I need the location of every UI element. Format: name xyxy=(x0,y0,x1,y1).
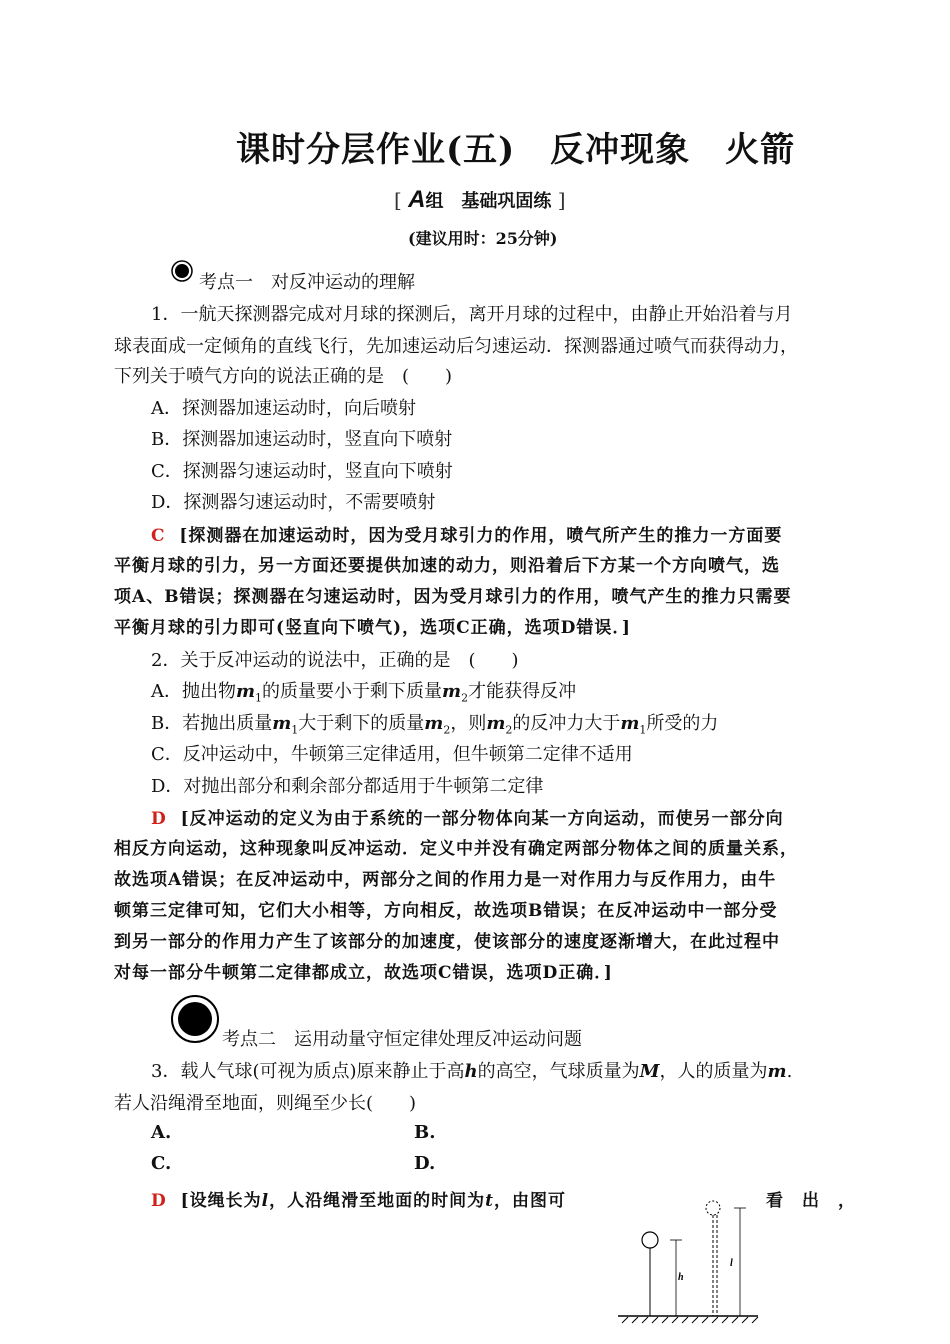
q2-option-d: D．对抛出部分和剩余部分都适用于牛顿第二定律 xyxy=(151,776,544,797)
q1-option-b: B．探测器加速运动时，竖直向下喷射 xyxy=(151,429,453,450)
q2-answer: D xyxy=(151,809,167,829)
q3-option-d: D. xyxy=(414,1153,436,1174)
group-letter: A xyxy=(408,186,426,213)
q1-explanation-line: 平衡月球的引力，另一方面还要提供加速的动力，则沿着后下方某一个方向喷气，选 xyxy=(114,556,780,576)
ground-hatching xyxy=(622,1317,758,1323)
group-label xyxy=(394,186,566,214)
balloon-rope-figure xyxy=(618,1196,764,1324)
q1-answer: C xyxy=(151,526,166,546)
h-label: h xyxy=(678,1272,684,1283)
text: 的质量要小于剩下质量 xyxy=(262,681,443,702)
subscript: 2 xyxy=(443,723,451,737)
q3-stem-line: 若人沿绳滑至地面，则绳至少长( ) xyxy=(114,1093,417,1114)
var-m: m xyxy=(486,713,506,734)
var-m: m xyxy=(620,713,640,734)
q1-option-a: A．探测器加速运动时，向后喷射 xyxy=(151,398,416,419)
q1-line: 球表面成一定倾角的直线飞行，先加速运动后匀速运动．探测器通过喷气而获得动力， xyxy=(114,336,798,357)
left-bracket: [ xyxy=(394,188,402,212)
section1-heading: 考点一 对反冲运动的理解 xyxy=(199,272,415,293)
text: . xyxy=(786,1061,793,1082)
q2-option-c: C．反冲运动中，牛顿第三定律适用，但牛顿第二定律不适用 xyxy=(151,744,633,765)
q1-explanation-line: 平衡月球的引力即可(竖直向下喷气)，选项C正确，选项D错误．] xyxy=(114,618,631,638)
var-t: t xyxy=(485,1191,494,1211)
q1-line: 1．一航天探测器完成对月球的探测后，离开月球的过程中，由静止开始沿着与月 xyxy=(151,304,793,325)
q3-answer: D xyxy=(151,1191,167,1211)
var-l: l xyxy=(261,1191,270,1211)
q2-explanation-line: 顿第三定律可知，它们大小相等，方向相反，故选项B错误；在反冲运动中一部分受 xyxy=(114,901,778,921)
q3-explanation-tail: 看 出 ， xyxy=(766,1191,856,1211)
q1-explanation-line xyxy=(151,521,782,546)
subscript: 1 xyxy=(639,723,647,737)
q2-explanation-line: 对每一部分牛顿第二定律都成立，故选项C错误，选项D正确．] xyxy=(114,963,613,983)
l-label: l xyxy=(730,1258,733,1269)
q2-explanation-line: 故选项A错误；在反冲运动中，两部分之间的作用力是一对作用力与反作用力，由牛 xyxy=(114,870,777,890)
text: ，人沿绳滑至地面的时间为 xyxy=(269,1191,486,1211)
group-text: 组 基础巩固练 xyxy=(425,191,552,212)
q1-option-d: D．探测器匀速运动时，不需要喷射 xyxy=(151,492,436,513)
page-title: 课时分层作业(五) 反冲现象 火箭 xyxy=(236,130,796,170)
text: A．抛出物 xyxy=(151,681,236,702)
text: 大于剩下的质量 xyxy=(298,713,425,734)
text: [设绳长为 xyxy=(180,1191,262,1211)
subscript: 1 xyxy=(291,723,299,737)
suggested-time: (建议用时：25分钟) xyxy=(408,229,558,248)
q1-option-c: C．探测器匀速运动时，竖直向下喷射 xyxy=(151,461,453,482)
q2-explanation-line: 到另一部分的作用力产生了该部分的加速度，使该部分的速度逐渐增大，在此过程中 xyxy=(114,932,780,952)
right-bracket: ] xyxy=(557,188,566,212)
text: ，由图可 xyxy=(493,1191,566,1211)
var-m: m xyxy=(424,713,444,734)
q2-explanation-line: 相反方向运动，这种现象叫反冲运动．定义中并没有确定两部分物体之间的质量关系， xyxy=(114,839,798,859)
bullet-icon xyxy=(170,994,220,1044)
var-m: m xyxy=(767,1061,787,1082)
text: 所受的力 xyxy=(646,713,719,734)
subscript: 1 xyxy=(255,691,263,705)
var-m: m xyxy=(236,681,256,702)
q1-explanation-text: [探测器在加速运动时，因为受月球引力的作用，喷气所产生的推力一方面要 xyxy=(179,526,783,546)
q3-option-c: C. xyxy=(151,1153,172,1174)
q3-option-b: B. xyxy=(414,1122,436,1143)
q1-explanation-line: 项A、B错误；探测器在匀速运动时，因为受月球引力的作用，喷气产生的推力只需要 xyxy=(114,587,792,607)
var-m: m xyxy=(442,681,462,702)
q2-explanation-line xyxy=(151,804,784,829)
subscript: 2 xyxy=(505,723,513,737)
text: 才能获得反冲 xyxy=(468,681,577,702)
var-h: h xyxy=(464,1061,478,1082)
text: 的高空，气球质量为 xyxy=(477,1061,640,1082)
q2-explanation-text: [反冲运动的定义为由于系统的一部分物体向某一方向运动，而使另一部分向 xyxy=(180,809,784,829)
q2-option-b xyxy=(151,709,718,737)
text: B．若抛出质量 xyxy=(151,713,273,734)
text: ，则 xyxy=(450,713,487,734)
q3-stem-line xyxy=(151,1057,792,1083)
text: 的反冲力大于 xyxy=(512,713,621,734)
subscript: 2 xyxy=(461,691,469,705)
q2-option-a xyxy=(151,677,576,705)
var-M: M xyxy=(639,1061,660,1082)
q2-stem: 2．关于反冲运动的说法中，正确的是 ( ) xyxy=(151,650,519,671)
var-m: m xyxy=(272,713,292,734)
section2-heading: 考点二 运用动量守恒定律处理反冲运动问题 xyxy=(222,1029,582,1050)
bullet-icon xyxy=(171,260,193,282)
q3-explanation-line xyxy=(151,1186,566,1211)
text: ，人的质量为 xyxy=(659,1061,768,1082)
balloon-start-icon xyxy=(642,1232,658,1248)
q3-option-a: A. xyxy=(151,1122,172,1143)
q1-line: 下列关于喷气方向的说法正确的是 ( ) xyxy=(114,366,453,387)
text: 3．载人气球(可视为质点)原来静止于高 xyxy=(151,1061,465,1082)
balloon-end-icon xyxy=(706,1201,720,1215)
